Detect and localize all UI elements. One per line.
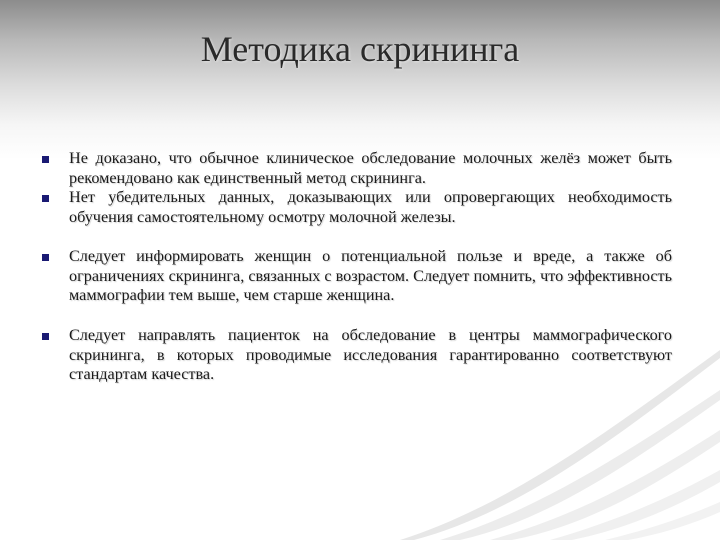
bullet-text: Не доказано, что обычное клиническое обследование молочных желёз может быть рекомендовано как единственный метод скрининга. bbox=[69, 149, 672, 187]
square-bullet-icon bbox=[42, 333, 49, 340]
list-item bbox=[40, 326, 672, 385]
list-item bbox=[40, 188, 672, 247]
bullet-text: Следует информировать женщин о потенциальной пользе и вреде, а также об ограничениях скрининга, связанных с возрастом. Следует помнить, что эффективность маммографии тем выше, чем старше женщина. bbox=[69, 247, 672, 304]
slide-title: Методика скрининга bbox=[200, 29, 520, 69]
bullet-list bbox=[40, 149, 672, 385]
square-bullet-icon bbox=[42, 254, 49, 261]
square-bullet-icon bbox=[42, 195, 49, 202]
bullet-text: Следует направлять пациенток на обследование в центры маммографического скрининга, в которых проводимые исследования гарантированно соответствуют стандартам качества. bbox=[69, 326, 672, 383]
list-item bbox=[40, 149, 672, 188]
bullet-text: Нет убедительных данных, доказывающих или опровергающих необходимость обучения самостоятельному осмотру молочной железы. bbox=[69, 188, 672, 226]
list-item bbox=[40, 247, 672, 326]
square-bullet-icon bbox=[42, 156, 49, 163]
